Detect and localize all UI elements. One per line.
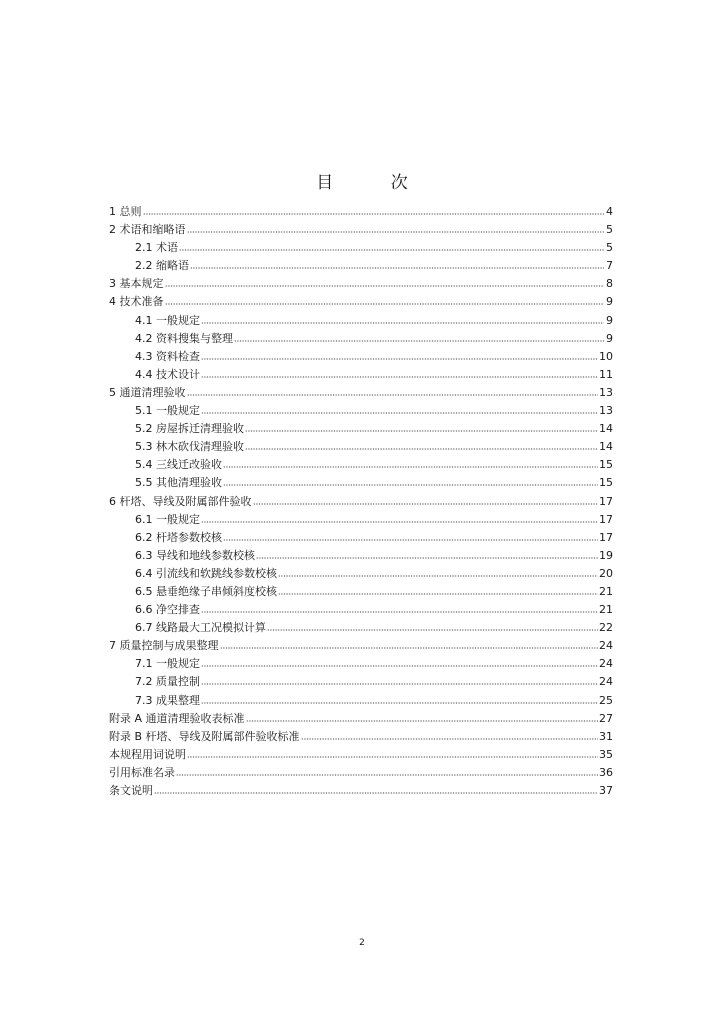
toc-entry-page: 9	[606, 313, 613, 327]
toc-entry-label: 4.2 资料搜集与整理	[135, 331, 233, 345]
toc-entry-label: 5 通道清理验收	[109, 385, 186, 399]
toc-entry-page: 14	[599, 422, 613, 436]
toc-dot-leader	[223, 530, 598, 542]
toc-entry-label: 2 术语和缩略语	[109, 223, 186, 237]
toc-dot-leader	[223, 475, 598, 487]
toc-entry[interactable]	[109, 601, 613, 619]
toc-entry-page: 27	[599, 711, 613, 725]
toc-entry-page: 10	[599, 349, 613, 363]
toc-dot-leader	[278, 584, 598, 596]
toc-entry-page: 15	[599, 476, 613, 490]
toc-entry-page: 13	[599, 404, 613, 418]
toc-entry[interactable]	[109, 673, 613, 691]
toc-entry-label: 条文说明	[109, 784, 153, 797]
toc-entry-label: 5.1 一般规定	[135, 404, 200, 418]
toc-entry-label: 4 技术准备	[109, 295, 164, 309]
toc-entry-page: 13	[599, 385, 613, 399]
toc-entry-label: 6.2 杆塔参数校核	[135, 530, 222, 544]
toc-entry-label: 6 杆塔、导线及附属部件验收	[109, 494, 252, 508]
toc-entry[interactable]	[109, 402, 613, 420]
toc-entry[interactable]	[109, 511, 613, 529]
toc-entry-page: 15	[599, 458, 613, 472]
toc-entry-page: 7	[606, 259, 613, 273]
toc-entry-label: 5.5 其他清理验收	[135, 476, 222, 490]
toc-dot-leader	[201, 656, 598, 668]
toc-entry[interactable]	[109, 746, 613, 764]
toc-dot-leader	[256, 548, 598, 560]
toc-entry-page: 9	[606, 331, 613, 345]
toc-entry[interactable]	[109, 474, 613, 492]
toc-entry[interactable]	[109, 312, 613, 330]
toc-entry-page: 11	[599, 367, 613, 381]
toc-dot-leader	[246, 711, 598, 723]
toc-entry-page: 5	[606, 223, 613, 237]
toc-entry-label: 7.1 一般规定	[135, 657, 200, 671]
toc-entry[interactable]	[109, 456, 613, 474]
toc-entry[interactable]	[109, 438, 613, 456]
toc-dot-leader	[165, 294, 605, 306]
toc-dot-leader	[187, 385, 599, 397]
toc-entry[interactable]	[109, 782, 613, 800]
toc-dot-leader	[267, 620, 598, 632]
toc-entry-label: 6.4 引流线和软跳线参数校核	[135, 566, 277, 580]
toc-entry[interactable]	[109, 420, 613, 438]
toc-entry-label: 引用标准名录	[109, 765, 175, 779]
toc-dot-leader	[179, 240, 604, 252]
toc-entry-page: 31	[599, 729, 613, 743]
toc-entry[interactable]	[109, 493, 613, 511]
toc-entry-page: 21	[599, 603, 613, 617]
toc-dot-leader	[143, 204, 605, 216]
toc-entry-label: 6.5 悬垂绝缘子串倾斜度校核	[135, 584, 277, 598]
toc-entry-label: 附录 A 通道清理验收表标准	[109, 711, 245, 725]
toc-dot-leader	[234, 331, 604, 343]
toc-dot-leader	[176, 765, 598, 777]
toc-entry-label: 6.3 导线和地线参数校核	[135, 548, 255, 562]
toc-dot-leader	[187, 222, 605, 234]
toc-entry-page: 35	[599, 747, 613, 761]
toc-entry-page: 22	[599, 621, 613, 635]
page-number: 2	[359, 938, 365, 948]
toc-entry[interactable]	[109, 384, 613, 402]
toc-entry-label: 7.2 质量控制	[135, 675, 200, 689]
toc-entry-label: 附录 B 杆塔、导线及附属部件验收标准	[109, 729, 300, 743]
toc-entry-page: 24	[599, 675, 613, 689]
toc-dot-leader	[201, 403, 598, 415]
toc-entry[interactable]	[109, 221, 613, 239]
toc-entry[interactable]	[109, 239, 613, 257]
toc-entry-label: 2.2 缩略语	[135, 259, 189, 273]
toc-dot-leader	[190, 258, 604, 270]
toc-dot-leader	[245, 421, 598, 433]
toc-entry-page: 25	[599, 693, 613, 707]
toc-entry-page: 4	[606, 205, 613, 218]
toc-dot-leader	[187, 747, 598, 759]
toc-entry[interactable]	[109, 583, 613, 601]
toc-entry-label: 4.3 资料检查	[135, 349, 200, 363]
toc-entry-label: 6.1 一般规定	[135, 512, 200, 526]
toc-entry-page: 5	[606, 241, 613, 255]
toc-entry[interactable]	[109, 529, 613, 547]
toc-dot-leader	[154, 783, 598, 795]
toc-entry-label: 6.7 线路最大工况模拟计算	[135, 621, 266, 635]
toc-entry-label: 6.6 净空排查	[135, 603, 200, 617]
toc-entry-page: 20	[599, 566, 613, 580]
toc-entry-page: 24	[599, 639, 613, 653]
toc-entry-label: 5.2 房屋拆迁清理验收	[135, 422, 244, 436]
toc-entry-page: 9	[606, 295, 613, 309]
toc-entry-page: 36	[599, 765, 613, 779]
toc-entry-page: 21	[599, 584, 613, 598]
toc-entry[interactable]	[109, 655, 613, 673]
toc-dot-leader	[201, 674, 598, 686]
toc-entry-page: 24	[599, 657, 613, 671]
toc-entry-page: 37	[599, 784, 613, 797]
toc-entry-page: 19	[599, 548, 613, 562]
toc-entry-page: 17	[599, 512, 613, 526]
toc-entry[interactable]	[109, 710, 613, 728]
toc-entry-label: 2.1 术语	[135, 241, 178, 255]
toc-entry[interactable]	[109, 637, 613, 655]
toc-title: 目 次	[316, 173, 434, 193]
toc-entry-label: 本规程用词说明	[109, 747, 186, 761]
toc-entry[interactable]	[109, 330, 613, 348]
toc-dot-leader	[278, 566, 598, 578]
toc-dot-leader	[201, 367, 598, 379]
toc-entry[interactable]	[109, 692, 613, 710]
toc-dot-leader	[165, 276, 605, 288]
toc-entry-label: 3 基本规定	[109, 277, 164, 291]
toc-entry-label: 5.3 林木砍伐清理验收	[135, 440, 244, 454]
toc-dot-leader	[220, 638, 599, 650]
toc-entry[interactable]	[109, 203, 613, 221]
toc-dot-leader	[301, 729, 598, 741]
toc-entry[interactable]	[109, 547, 613, 565]
toc-dot-leader	[201, 512, 598, 524]
toc-entry[interactable]	[109, 366, 613, 384]
toc-entry-label: 7.3 成果整理	[135, 693, 200, 707]
toc-dot-leader	[201, 693, 598, 705]
toc-entry[interactable]	[109, 565, 613, 583]
toc-entry[interactable]	[109, 348, 613, 366]
toc-list	[109, 203, 613, 800]
toc-entry-label: 1 总则	[109, 205, 142, 218]
toc-entry-page: 17	[599, 494, 613, 508]
toc-entry[interactable]	[109, 293, 613, 311]
toc-entry[interactable]	[109, 728, 613, 746]
toc-entry-page: 17	[599, 530, 613, 544]
toc-dot-leader	[223, 457, 598, 469]
toc-entry-label: 4.4 技术设计	[135, 367, 200, 381]
toc-entry-page: 8	[606, 277, 613, 291]
toc-entry-label: 5.4 三线迁改验收	[135, 458, 222, 472]
toc-dot-leader	[253, 494, 599, 506]
toc-dot-leader	[201, 602, 598, 614]
toc-entry-label: 7 质量控制与成果整理	[109, 639, 219, 653]
toc-entry[interactable]	[109, 275, 613, 293]
toc-dot-leader	[201, 313, 604, 325]
toc-entry[interactable]	[109, 764, 613, 782]
toc-dot-leader	[245, 439, 598, 451]
toc-entry[interactable]	[109, 619, 613, 637]
toc-entry-label: 4.1 一般规定	[135, 313, 200, 327]
toc-entry[interactable]	[109, 257, 613, 275]
toc-dot-leader	[201, 349, 598, 361]
toc-entry-page: 14	[599, 440, 613, 454]
